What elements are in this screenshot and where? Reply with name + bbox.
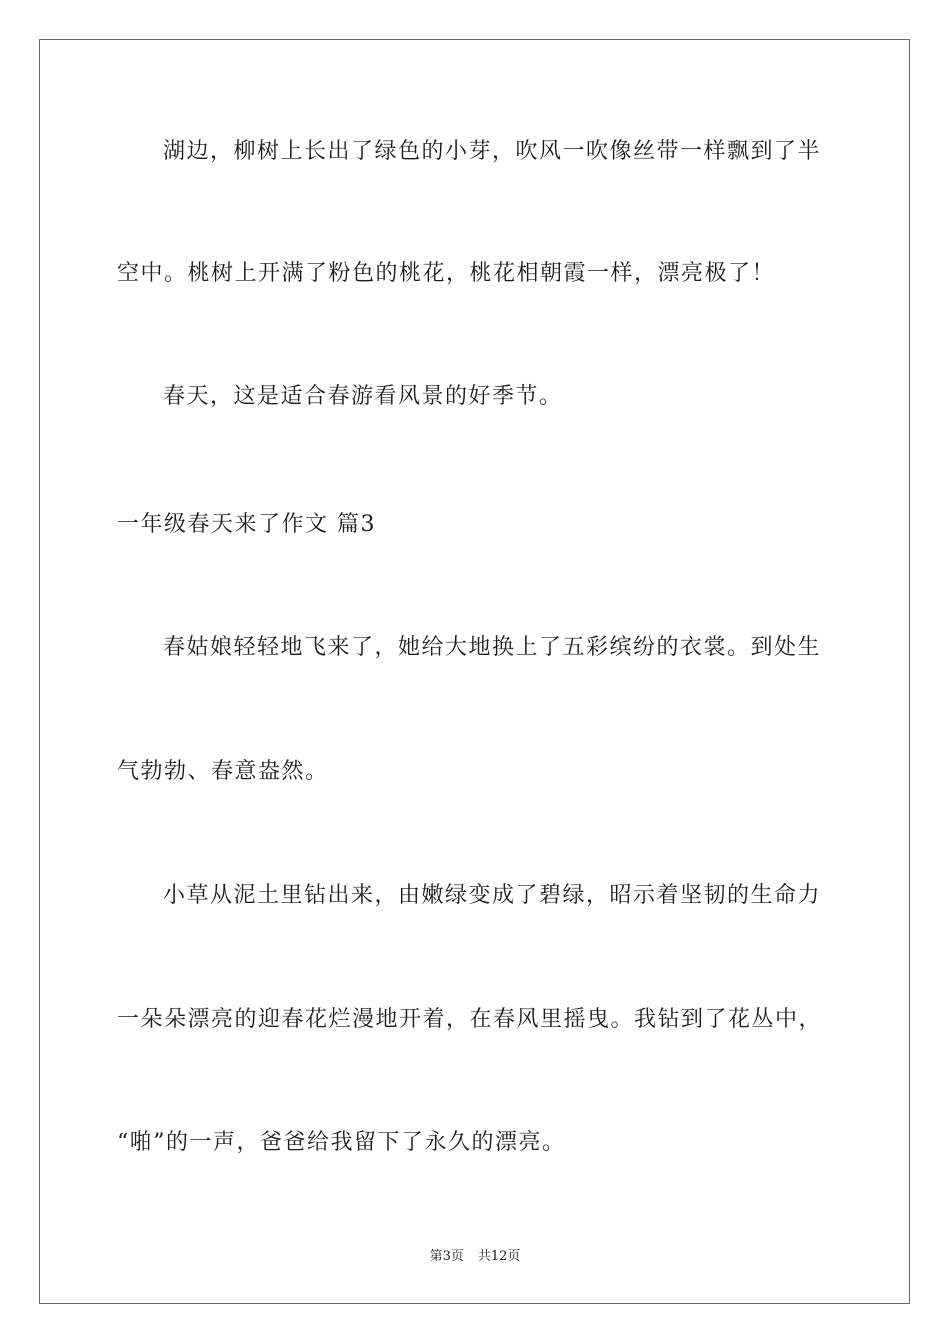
paragraph-line: 气勃勃、春意盎然。 <box>117 759 329 784</box>
paragraph-line: 空中。桃树上开满了粉色的桃花，桃花相朝霞一样，漂亮极了！ <box>117 261 776 286</box>
paragraph-line: 小草从泥土里钻出来，由嫩绿变成了碧绿，昭示着坚韧的生命力 <box>163 883 822 908</box>
section-heading: 一年级春天来了作文 篇3 <box>117 512 376 537</box>
paragraph-line: 一朵朵漂亮的迎春花烂漫地开着，在春风里摇曳。我钻到了花丛中， <box>117 1007 823 1032</box>
paragraph-line: 春天，这是适合春游看风景的好季节。 <box>163 384 563 409</box>
page-total: 共12页 <box>477 1249 521 1264</box>
page-number: 第3页 <box>429 1249 464 1264</box>
paragraph-line: 湖边，柳树上长出了绿色的小芽，吹风一吹像丝带一样飘到了半 <box>163 139 822 164</box>
paragraph-line: “啪”的一声，爸爸给我留下了永久的漂亮。 <box>117 1130 566 1155</box>
paragraph-line: 春姑娘轻轻地飞来了，她给大地换上了五彩缤纷的衣裳。到处生 <box>163 635 822 660</box>
page-footer <box>0 1248 950 1266</box>
page-frame <box>39 39 910 1304</box>
